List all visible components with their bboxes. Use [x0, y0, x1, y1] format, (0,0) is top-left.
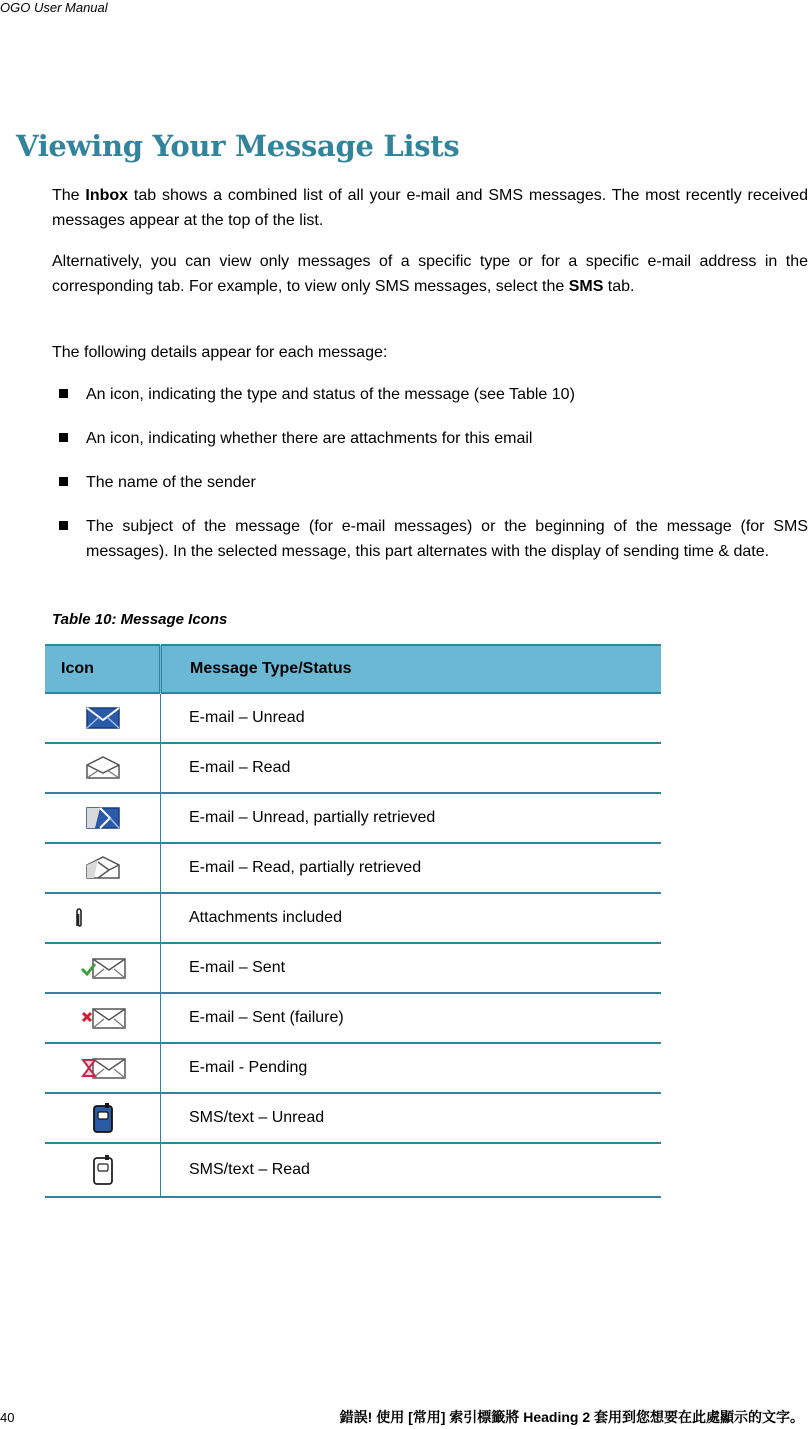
icon-cell	[45, 1043, 161, 1093]
table-row	[45, 793, 661, 843]
table-header-row	[45, 645, 661, 693]
footer-error-part: 套用到您想要在此處顯示的文字。	[590, 1409, 804, 1425]
icon-cell	[45, 893, 161, 943]
label-cell: E-mail – Unread, partially retrieved	[161, 793, 662, 843]
table-row	[45, 1093, 661, 1143]
list-item	[56, 470, 808, 495]
table-row	[45, 1143, 661, 1197]
icon-cell	[45, 843, 161, 893]
inbox-tab-name: Inbox	[85, 187, 129, 204]
email-unread-partial-icon	[86, 806, 120, 830]
running-header: OGO User Manual	[0, 0, 108, 15]
icon-cell	[45, 693, 161, 743]
icon-cell	[45, 743, 161, 793]
footer-error-style-name: Heading 2	[523, 1409, 591, 1425]
list-item-text: An icon, indicating the type and status of the message (see Table 10)	[86, 386, 575, 403]
paragraph-text: Alternatively, you can view only messages of a specific type or for a specific e-mail address in the corresponding tab. For example, to view only SMS messages, select the	[52, 253, 808, 295]
icon-cell	[45, 1143, 161, 1197]
label-cell: E-mail – Sent (failure)	[161, 993, 662, 1043]
square-bullet-icon	[59, 477, 68, 486]
email-pending-icon	[80, 1056, 126, 1080]
square-bullet-icon	[59, 433, 68, 442]
label-cell: E-mail – Read	[161, 743, 662, 793]
paragraph-text: tab.	[603, 278, 635, 295]
table-row	[45, 743, 661, 793]
icon-cell	[45, 993, 161, 1043]
label-cell: E-mail - Pending	[161, 1043, 662, 1093]
column-header-icon: Icon	[45, 645, 161, 693]
email-unread-icon	[86, 706, 120, 730]
email-sent-icon	[80, 956, 126, 980]
paragraph-text: The	[52, 187, 86, 204]
label-cell: Attachments included	[161, 893, 662, 943]
list-item-text: An icon, indicating whether there are attachments for this email	[86, 430, 533, 447]
column-header-type: Message Type/Status	[161, 645, 662, 693]
paperclip-icon	[62, 906, 96, 930]
label-cell: SMS/text – Unread	[161, 1093, 662, 1143]
email-read-icon	[86, 756, 120, 780]
label-cell: E-mail – Read, partially retrieved	[161, 843, 662, 893]
label-cell: E-mail – Unread	[161, 693, 662, 743]
icon-cell	[45, 1093, 161, 1143]
table-row	[45, 993, 661, 1043]
table-row	[45, 843, 661, 893]
icon-cell	[45, 943, 161, 993]
message-icons-table	[45, 644, 661, 1198]
email-sent-failure-icon	[80, 1006, 126, 1030]
list-item	[56, 426, 808, 451]
sms-read-icon	[91, 1154, 115, 1186]
table-row	[45, 943, 661, 993]
email-read-partial-icon	[86, 856, 120, 880]
list-item-text: The name of the sender	[86, 474, 256, 491]
table-row	[45, 693, 661, 743]
footer-error-text	[340, 1408, 804, 1426]
page-number: 40	[0, 1410, 15, 1425]
label-cell: E-mail – Sent	[161, 943, 662, 993]
list-item-text: The subject of the message (for e-mail messages) or the beginning of the message (for SMS messages). In the selected message, this part alternates with the display of sending time & date.	[86, 518, 808, 560]
table-caption: Table 10: Message Icons	[52, 611, 228, 628]
paragraph-alternative	[52, 249, 808, 299]
sms-unread-icon	[91, 1102, 115, 1134]
paragraph-inbox	[52, 183, 808, 233]
table-row	[45, 1043, 661, 1093]
list-item	[56, 382, 808, 407]
icon-cell	[45, 793, 161, 843]
section-heading: Viewing Your Message Lists	[16, 129, 460, 163]
sms-tab-name: SMS	[568, 278, 604, 295]
square-bullet-icon	[59, 521, 68, 530]
details-list	[56, 382, 808, 583]
list-item	[56, 514, 808, 564]
table-row	[45, 893, 661, 943]
paragraph-details-intro: The following details appear for each message:	[52, 344, 388, 361]
paragraph-text: tab shows a combined list of all your e-mail and SMS messages. The most recently received messages appear at the top of the list.	[52, 187, 808, 229]
footer-error-part: 錯誤! 使用 [常用] 索引標籤將	[339, 1409, 524, 1425]
square-bullet-icon	[59, 389, 68, 398]
label-cell: SMS/text – Read	[161, 1143, 662, 1197]
